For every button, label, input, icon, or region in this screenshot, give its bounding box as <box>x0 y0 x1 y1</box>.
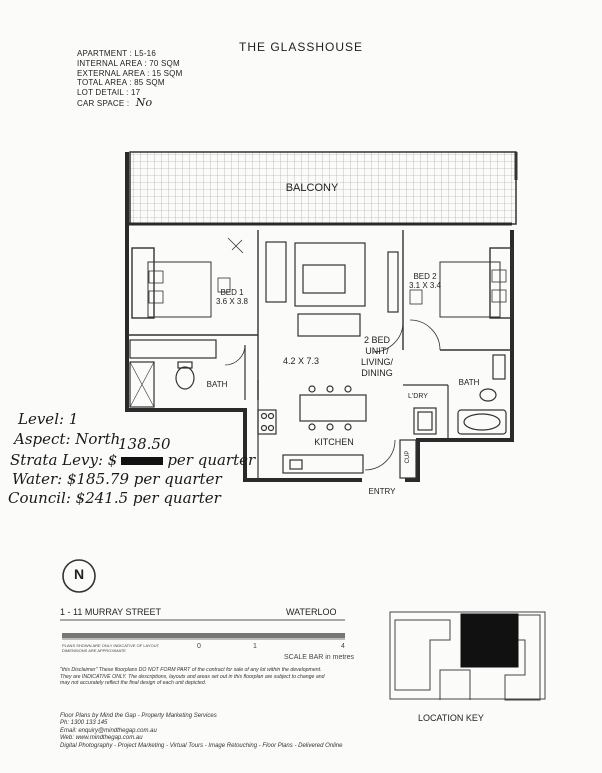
credits-services: Digital Photography - Project Marketing - Virtual Tours - Image Retouching - Floor Plans - Delivered Online <box>60 742 343 749</box>
bed1-name: BED 1 <box>220 288 244 297</box>
handwritten-aspect: Aspect: North <box>14 430 121 448</box>
address: 1 - 11 MURRAY STREET <box>60 607 162 617</box>
car-space-value: No <box>135 95 153 109</box>
entry-label: ENTRY <box>368 487 396 496</box>
living-size: 4.2 X 7.3 <box>282 356 320 366</box>
info-apartment: APARTMENT : L5-16 <box>77 49 156 58</box>
disclaimer-line-1: "this Disclaimer" These floorplans DO NOT FORM PART of the contract for sale of any lot within the development. <box>60 667 322 673</box>
info-external-area: EXTERNAL AREA : 15 SQM <box>77 68 183 78</box>
handwritten-council: Council: $241.5 per quarter <box>8 489 221 507</box>
location-key-label: LOCATION KEY <box>418 713 484 723</box>
building-title: THE GLASSHOUSE <box>238 40 364 54</box>
disclaimer <box>60 667 360 687</box>
scale-note-1: PLANS SHOWN ARE ONLY INDICATIVE OF LAYOUT <box>62 643 160 648</box>
bed1-room <box>127 230 258 400</box>
unit-line-4: DINING <box>361 368 393 378</box>
kitchen-area <box>258 380 395 480</box>
credits-phone: Ph: 1300 133 145 <box>60 720 108 727</box>
handwritten-level: Level: 1 <box>18 410 79 428</box>
handwritten-strata-value: 138.50 <box>118 435 171 453</box>
handwritten-water: Water: $185.79 per quarter <box>12 470 222 488</box>
compass-letter: N <box>73 566 85 582</box>
unit-label <box>352 335 402 379</box>
bed1-size: 3.6 X 3.8 <box>215 297 249 306</box>
cupboard-label: CUP <box>405 450 411 464</box>
strata-redaction <box>121 457 163 465</box>
bed2-size: 3.1 X 3.4 <box>408 281 442 290</box>
scale-label: SCALE BAR in metres <box>284 654 355 661</box>
bed2-label <box>405 272 445 290</box>
bath2-label: BATH <box>458 378 480 387</box>
handwritten-strata <box>10 451 255 469</box>
info-total-area: TOTAL AREA : 85 SQM <box>77 78 165 88</box>
unit-line-3: LIVING/ <box>360 357 393 367</box>
strata-label: Strata Levy: $ <box>10 451 118 469</box>
scale-tick-4: 4 <box>341 643 345 650</box>
scale-bar <box>62 633 345 638</box>
disclaimer-line-3: may not accurately reflect the final design of each unit depicted. <box>60 680 207 686</box>
info-lot-detail: LOT DETAIL : 17 <box>77 88 141 98</box>
laundry-label: L'DRY <box>408 393 428 400</box>
unit-line-1: 2 BED <box>363 335 390 345</box>
unit-line-2: UNIT/ <box>365 346 389 356</box>
disclaimer-line-2: They are INDICATIVE ONLY. The descriptions, layouts and areas set out in this floorplan are subject to change and <box>60 673 325 680</box>
info-internal-area: INTERNAL AREA : 70 SQM <box>77 58 180 68</box>
bed2-room <box>403 230 512 350</box>
balcony-label: BALCONY <box>285 182 339 194</box>
bed1-label <box>207 288 257 306</box>
credits-web: Web: www.mindthegap.com.au <box>60 735 143 742</box>
bath1-label: BATH <box>206 380 228 389</box>
car-space-label: CAR SPACE : <box>77 98 130 108</box>
scale-notes <box>62 643 159 653</box>
scale-tick-1: 1 <box>253 643 257 650</box>
bath2-room <box>400 355 506 478</box>
scale-tick-0: 0 <box>197 643 201 650</box>
bath1-room <box>130 340 245 407</box>
suburb: WATERLOO <box>286 607 337 617</box>
credits-email: Email: enquiry@mindthegap.com.au <box>60 727 157 734</box>
kitchen-label: KITCHEN <box>314 437 354 447</box>
scale-note-2: DIMENSIONS ARE APPROXIMATE <box>62 648 126 653</box>
credits <box>60 713 380 750</box>
bed2-name: BED 2 <box>413 272 437 281</box>
location-key-map <box>390 612 545 700</box>
credits-line-1: Floor Plans by Mind the Gap - Property Marketing Services <box>60 713 217 719</box>
strata-suffix: per quarter <box>167 451 256 469</box>
